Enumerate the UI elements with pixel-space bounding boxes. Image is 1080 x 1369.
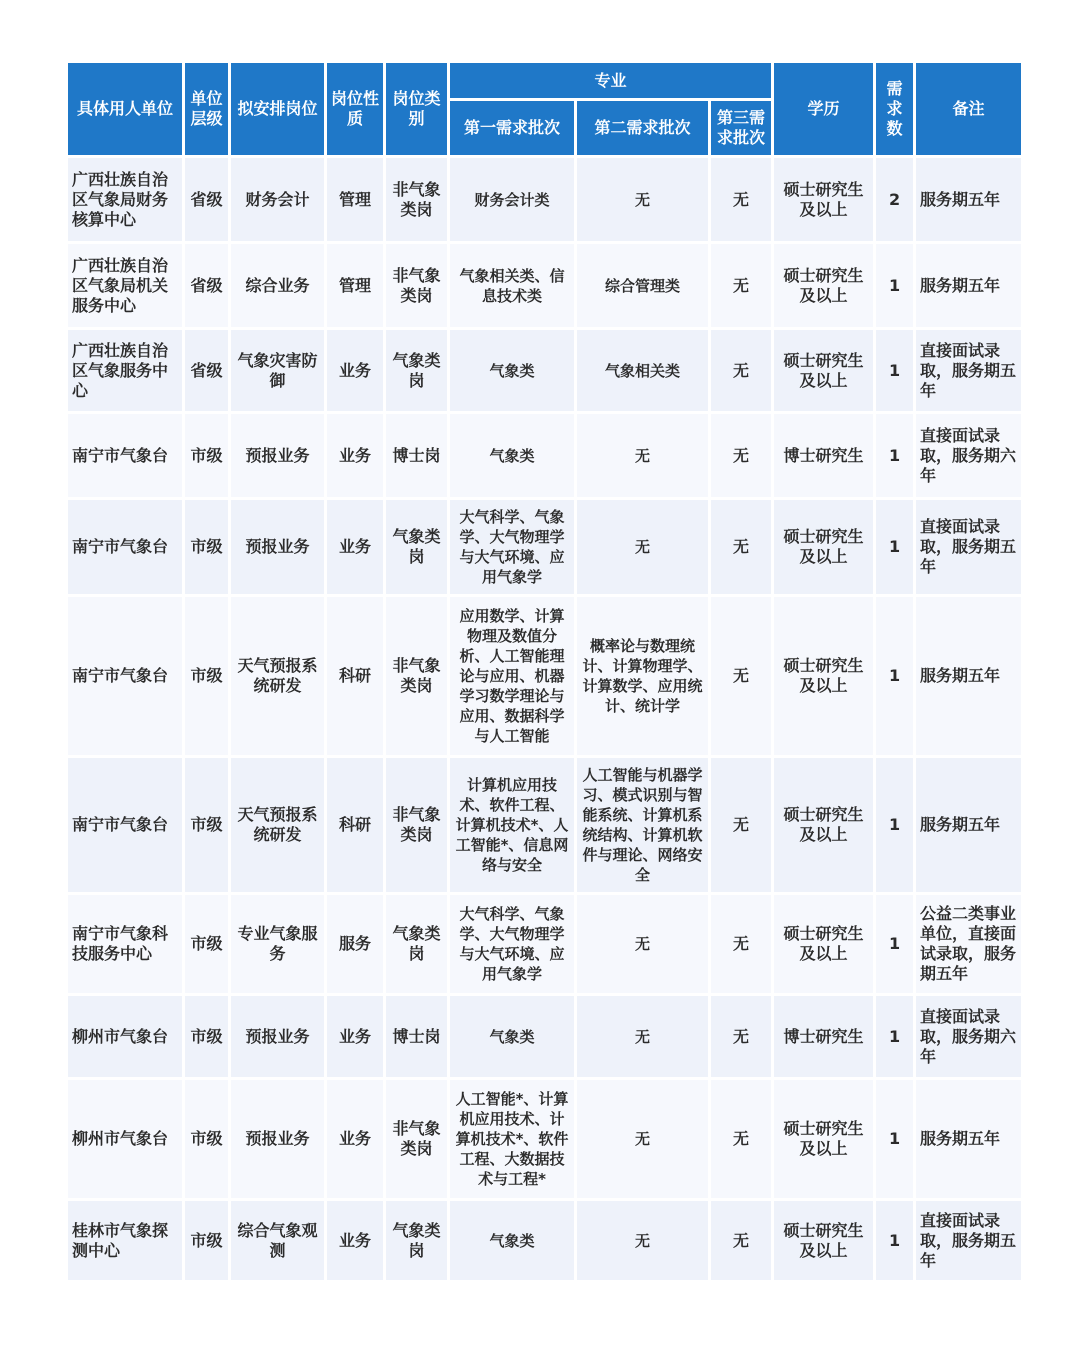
remark-cell: 服务期五年 bbox=[915, 243, 1023, 329]
header-major-first: 第一需求批次 bbox=[449, 100, 576, 157]
category-cell: 气象类岗 bbox=[385, 1200, 449, 1282]
position-cell: 预报业务 bbox=[230, 995, 326, 1079]
major-cell: 概率论与数理统计、计算物理学、计算数学、应用统计、统计学 bbox=[576, 596, 710, 757]
major-cell: 无 bbox=[576, 413, 710, 499]
major3-cell: 无 bbox=[710, 596, 773, 757]
count-cell: 1 bbox=[875, 243, 915, 329]
position-cell: 预报业务 bbox=[230, 413, 326, 499]
major-cell: 无 bbox=[576, 1079, 710, 1200]
position-cell: 天气预报系统研发 bbox=[230, 596, 326, 757]
header-count: 需求数 bbox=[875, 62, 915, 157]
header-major-second: 第二需求批次 bbox=[576, 100, 710, 157]
major-cell: 应用数学、计算物理及数值分析、人工智能理论与应用、机器学习数学理论与应用、数据科学与人工智能 bbox=[449, 596, 576, 757]
table-row bbox=[67, 757, 1023, 894]
position-cell: 气象灾害防御 bbox=[230, 329, 326, 413]
header-education: 学历 bbox=[773, 62, 875, 157]
major-cell: 气象类 bbox=[449, 413, 576, 499]
count-cell: 1 bbox=[875, 1079, 915, 1200]
count-cell: 1 bbox=[875, 1200, 915, 1282]
position-cell: 预报业务 bbox=[230, 499, 326, 596]
header-level: 单位层级 bbox=[184, 62, 230, 157]
remark-cell: 直接面试录取，服务期五年 bbox=[915, 329, 1023, 413]
major-cell: 无 bbox=[576, 1200, 710, 1282]
table-row bbox=[67, 894, 1023, 995]
count-cell: 1 bbox=[875, 499, 915, 596]
remark-cell: 服务期五年 bbox=[915, 157, 1023, 243]
nature-cell: 科研 bbox=[326, 596, 385, 757]
nature-cell: 业务 bbox=[326, 1079, 385, 1200]
education-cell: 硕士研究生及以上 bbox=[773, 1079, 875, 1200]
unit-cell: 广西壮族自治区气象服务中心 bbox=[67, 329, 184, 413]
remark-cell: 直接面试录取，服务期六年 bbox=[915, 995, 1023, 1079]
major-cell: 无 bbox=[576, 894, 710, 995]
category-cell: 非气象类岗 bbox=[385, 157, 449, 243]
major-cell: 气象类 bbox=[449, 329, 576, 413]
major3-cell: 无 bbox=[710, 329, 773, 413]
major-cell: 人工智能*、计算机应用技术、计算机技术*、软件工程、大数据技术与工程* bbox=[449, 1079, 576, 1200]
education-cell: 硕士研究生及以上 bbox=[773, 499, 875, 596]
table-row bbox=[67, 995, 1023, 1079]
recruitment-table bbox=[65, 60, 1024, 1283]
header-remark: 备注 bbox=[915, 62, 1023, 157]
position-cell: 天气预报系统研发 bbox=[230, 757, 326, 894]
category-cell: 非气象类岗 bbox=[385, 757, 449, 894]
remark-cell: 直接面试录取，服务期六年 bbox=[915, 413, 1023, 499]
table-row bbox=[67, 596, 1023, 757]
nature-cell: 管理 bbox=[326, 157, 385, 243]
level-cell: 市级 bbox=[184, 596, 230, 757]
nature-cell: 业务 bbox=[326, 1200, 385, 1282]
level-cell: 市级 bbox=[184, 757, 230, 894]
table-row bbox=[67, 1079, 1023, 1200]
education-cell: 博士研究生 bbox=[773, 995, 875, 1079]
major-cell: 财务会计类 bbox=[449, 157, 576, 243]
unit-cell: 南宁市气象台 bbox=[67, 596, 184, 757]
category-cell: 气象类岗 bbox=[385, 499, 449, 596]
major-cell: 气象相关类、信息技术类 bbox=[449, 243, 576, 329]
table-header bbox=[67, 62, 1023, 157]
category-cell: 气象类岗 bbox=[385, 329, 449, 413]
major3-cell: 无 bbox=[710, 894, 773, 995]
unit-cell: 南宁市气象台 bbox=[67, 413, 184, 499]
major-cell: 计算机应用技术、软件工程、计算机技术*、人工智能*、信息网络与安全 bbox=[449, 757, 576, 894]
unit-cell: 广西壮族自治区气象局机关服务中心 bbox=[67, 243, 184, 329]
unit-cell: 柳州市气象台 bbox=[67, 1079, 184, 1200]
nature-cell: 业务 bbox=[326, 329, 385, 413]
position-cell: 综合业务 bbox=[230, 243, 326, 329]
unit-cell: 南宁市气象台 bbox=[67, 499, 184, 596]
position-cell: 综合气象观测 bbox=[230, 1200, 326, 1282]
table-row bbox=[67, 499, 1023, 596]
position-cell: 专业气象服务 bbox=[230, 894, 326, 995]
education-cell: 硕士研究生及以上 bbox=[773, 757, 875, 894]
category-cell: 非气象类岗 bbox=[385, 243, 449, 329]
major3-cell: 无 bbox=[710, 995, 773, 1079]
major3-cell: 无 bbox=[710, 243, 773, 329]
major-cell: 大气科学、气象学、大气物理学与大气环境、应用气象学 bbox=[449, 894, 576, 995]
category-cell: 气象类岗 bbox=[385, 894, 449, 995]
unit-cell: 广西壮族自治区气象局财务核算中心 bbox=[67, 157, 184, 243]
remark-cell: 服务期五年 bbox=[915, 757, 1023, 894]
remark-cell: 服务期五年 bbox=[915, 1079, 1023, 1200]
header-category: 岗位类别 bbox=[385, 62, 449, 157]
major-cell: 人工智能与机器学习、模式识别与智能系统、计算机系统结构、计算机软件与理论、网络安全 bbox=[576, 757, 710, 894]
category-cell: 博士岗 bbox=[385, 995, 449, 1079]
header-major: 专业 bbox=[449, 62, 773, 100]
table-row bbox=[67, 1200, 1023, 1282]
header-nature: 岗位性质 bbox=[326, 62, 385, 157]
remark-cell: 公益二类事业单位，直接面试录取，服务期五年 bbox=[915, 894, 1023, 995]
category-cell: 非气象类岗 bbox=[385, 1079, 449, 1200]
header-position: 拟安排岗位 bbox=[230, 62, 326, 157]
level-cell: 市级 bbox=[184, 1079, 230, 1200]
major-cell: 无 bbox=[576, 995, 710, 1079]
category-cell: 博士岗 bbox=[385, 413, 449, 499]
major3-cell: 无 bbox=[710, 157, 773, 243]
nature-cell: 科研 bbox=[326, 757, 385, 894]
table-row bbox=[67, 413, 1023, 499]
unit-cell: 桂林市气象探测中心 bbox=[67, 1200, 184, 1282]
count-cell: 1 bbox=[875, 413, 915, 499]
table-body bbox=[67, 157, 1023, 1282]
level-cell: 省级 bbox=[184, 243, 230, 329]
nature-cell: 服务 bbox=[326, 894, 385, 995]
education-cell: 博士研究生 bbox=[773, 413, 875, 499]
unit-cell: 柳州市气象台 bbox=[67, 995, 184, 1079]
level-cell: 市级 bbox=[184, 894, 230, 995]
position-cell: 预报业务 bbox=[230, 1079, 326, 1200]
category-cell: 非气象类岗 bbox=[385, 596, 449, 757]
education-cell: 硕士研究生及以上 bbox=[773, 329, 875, 413]
education-cell: 硕士研究生及以上 bbox=[773, 894, 875, 995]
table-row bbox=[67, 157, 1023, 243]
level-cell: 省级 bbox=[184, 157, 230, 243]
education-cell: 硕士研究生及以上 bbox=[773, 157, 875, 243]
count-cell: 1 bbox=[875, 995, 915, 1079]
count-cell: 1 bbox=[875, 757, 915, 894]
nature-cell: 业务 bbox=[326, 995, 385, 1079]
table-row bbox=[67, 329, 1023, 413]
count-cell: 1 bbox=[875, 894, 915, 995]
count-cell: 1 bbox=[875, 329, 915, 413]
major-cell: 大气科学、气象学、大气物理学与大气环境、应用气象学 bbox=[449, 499, 576, 596]
header-unit: 具体用人单位 bbox=[67, 62, 184, 157]
education-cell: 硕士研究生及以上 bbox=[773, 1200, 875, 1282]
unit-cell: 南宁市气象科技服务中心 bbox=[67, 894, 184, 995]
remark-cell: 直接面试录取，服务期五年 bbox=[915, 499, 1023, 596]
count-cell: 1 bbox=[875, 596, 915, 757]
position-cell: 财务会计 bbox=[230, 157, 326, 243]
major-cell: 无 bbox=[576, 157, 710, 243]
major-cell: 气象类 bbox=[449, 1200, 576, 1282]
level-cell: 市级 bbox=[184, 413, 230, 499]
education-cell: 硕士研究生及以上 bbox=[773, 596, 875, 757]
major3-cell: 无 bbox=[710, 1079, 773, 1200]
major-cell: 气象相关类 bbox=[576, 329, 710, 413]
remark-cell: 服务期五年 bbox=[915, 596, 1023, 757]
level-cell: 市级 bbox=[184, 1200, 230, 1282]
header-major-third: 第三需求批次 bbox=[710, 100, 773, 157]
table-row bbox=[67, 243, 1023, 329]
nature-cell: 业务 bbox=[326, 499, 385, 596]
major3-cell: 无 bbox=[710, 1200, 773, 1282]
major-cell: 气象类 bbox=[449, 995, 576, 1079]
major3-cell: 无 bbox=[710, 413, 773, 499]
unit-cell: 南宁市气象台 bbox=[67, 757, 184, 894]
major3-cell: 无 bbox=[710, 499, 773, 596]
education-cell: 硕士研究生及以上 bbox=[773, 243, 875, 329]
major-cell: 综合管理类 bbox=[576, 243, 710, 329]
level-cell: 市级 bbox=[184, 995, 230, 1079]
level-cell: 省级 bbox=[184, 329, 230, 413]
major-cell: 无 bbox=[576, 499, 710, 596]
level-cell: 市级 bbox=[184, 499, 230, 596]
major3-cell: 无 bbox=[710, 757, 773, 894]
nature-cell: 管理 bbox=[326, 243, 385, 329]
nature-cell: 业务 bbox=[326, 413, 385, 499]
count-cell: 2 bbox=[875, 157, 915, 243]
remark-cell: 直接面试录取，服务期五年 bbox=[915, 1200, 1023, 1282]
